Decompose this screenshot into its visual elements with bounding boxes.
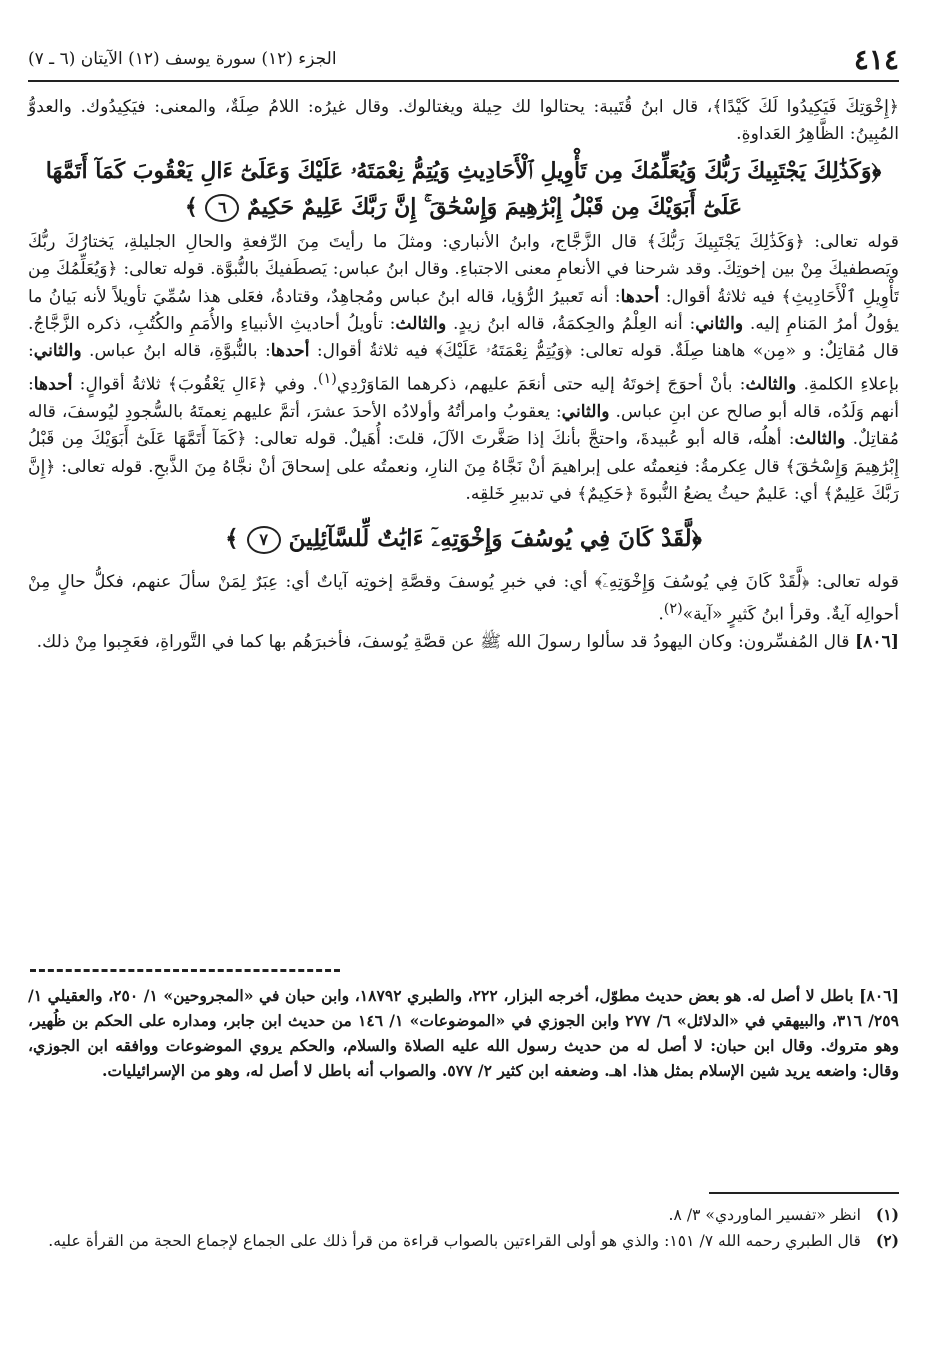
p2-label-9: والثالث <box>794 429 846 450</box>
main-text <box>28 94 899 657</box>
p2-text-f: : بإعلاءِ الكلمةِ. <box>28 341 899 395</box>
verse-6-line-2 <box>28 189 899 225</box>
p2-label-6: والثالث <box>745 374 797 395</box>
verse-number-7: ٧ <box>247 526 281 554</box>
running-title: الجزء (١٢) سورة يوسف (١٢) الآيتان (٦ ـ ٧) <box>28 49 337 69</box>
verse-6 <box>28 153 899 225</box>
footnote-separator <box>709 1192 899 1194</box>
footnotes <box>28 1202 899 1254</box>
hadith-number: [٨٠٦] <box>855 632 899 653</box>
page-header <box>28 42 899 82</box>
p2-label-3: والثالث <box>395 314 447 335</box>
footnote-text: قال الطبري رحمه الله ٧/ ١٥١: والذي هو أولى القراءتين بالصواب قراءة من قرأ ذلك على الجماع لإجماع الحجة من القرأة عليه. <box>48 1232 861 1250</box>
page-number: ٤١٤ <box>853 42 899 76</box>
p2-label-5: والثاني <box>33 341 82 362</box>
verse-number-6: ٦ <box>205 194 239 222</box>
footnote-ref-1[interactable]: (١) <box>317 370 337 387</box>
footnote-1 <box>28 1202 899 1228</box>
paragraph-3 <box>28 569 899 630</box>
p2-text-a: قوله تعالى: ﴿وَكَذَٰلِكَ يَجْتَبِيكَ رَبُّكَ﴾ قال الزَّجَّاج، وابنُ الأنباري: ومثلَ ما رأيتَ مِنَ الرِّفعةِ والحالِ الجليلةِ، يَختارُكَ ربُّكَ ويَصطفيكَ مِنْ بين إخوتِكَ. وقد شرحنا في الأنعامِ معنى الاجتباءِ. وقال ابنُ عباس: يَصطَفيكَ بالنُّبوَّة. قوله تعالى: ﴿وَيُعَلِّمُكَ مِن تَأْوِيلِ ٱلْأَحَادِيثِ﴾ فيه ثلاثةُ أقوال: <box>28 231 899 307</box>
p2-text-b: : أنه تَعبيرُ الرُّؤيا، قاله ابنُ عباس ومُجاهِدٌ، وقتادةُ، فعَلى هذا سُمِّيَ تأويلاً لأنه بَيانُ ما يؤولُ أمرُ المَنامِ إليه. <box>28 286 900 335</box>
verse-6-line-1: ﴿وَكَذَٰلِكَ يَجْتَبِيكَ رَبُّكَ وَيُعَلِّمُكَ مِن تَأْوِيلِ ٱلْأَحَادِيثِ وَيُتِمُّ نِعْمَتَهُۥ عَلَيْكَ وَعَلَىٰٓ ءَالِ يَعْقُوبَ كَمَآ أَتَمَّهَا <box>45 157 882 184</box>
p2-text-g: : بأنْ أحوَجَ إخوتَهُ إليه حتى أنعَمَ عليهم، ذكرهما المَاوَرْدِي <box>336 374 746 395</box>
verse-7 <box>28 519 899 559</box>
p2-text-c: : أنه العِلْمُ والحِكمَةُ، قاله ابنُ زيدٍ. <box>453 314 696 335</box>
p2-label-4: أحدها <box>270 341 310 362</box>
verse-7-text: ﴿لَّقَدْ كَانَ فِي يُوسُفَ وَإِخْوَتِهِۦٓ ءَايَٰتٌ لِّلسَّآئِلِينَ <box>288 524 702 552</box>
hadith-grading-note <box>28 983 899 1083</box>
p3-period: . <box>658 604 664 625</box>
p2-text-d: : تأويلُ أحاديثِ الأنبياءِ والأُمَمِ والكُتُبِ، ذكره الزَّجَّاجُ. قال مُقاتِلٌ: و «مِن» هاهنا صِلَةٌ. قوله تعالى: ﴿وَيُتِمُّ نِعْمَتَهُۥ عَلَيْكَ﴾ فيه ثلاثةُ أقوال: <box>28 314 900 362</box>
footnote-2 <box>28 1228 899 1254</box>
p2-label-8: والثاني <box>561 401 610 422</box>
paragraph-1: ﴿إِخْوَتِكَ فَيَكِيدُوا لَكَ كَيْدًا﴾، قال ابنُ قُتَيبة: يحتالوا لك حِيلة ويغتالوك. وقال غيرُه: اللامُ صِلَةٌ، والمعنى: فيَكِيدُوك. والعدوُّ المُبِينُ: الظَّاهِرُ العَداوةِ. <box>28 97 899 145</box>
verse-close-bracket: ﴾ <box>184 193 198 220</box>
p2-label-7: أحدها <box>33 374 73 395</box>
footnote-ref-2[interactable]: (٢) <box>663 601 683 618</box>
p2-text-h: . وفي ﴿ءَالِ يَعْقُوبَ﴾ ثلاثةُ أقوالٍ: <box>79 374 318 395</box>
p2-text-i: : أنهم وَلَدُه، قاله أبو صالح عن ابنِ عباس. <box>28 374 899 422</box>
p2-text-e: : بالنُّبوَّةِ، قاله ابنُ عباس. <box>88 341 271 362</box>
paragraph-4 <box>28 629 899 656</box>
p4-text: قال المُفسِّرون: وكان اليهودُ قد سألوا رسولَ الله ﷺ عن قصَّةِ يُوسفَ، فأخبرَهُم بها كما في التَّوراةِ، فعَجِبوا مِنْ ذلك. <box>36 632 856 653</box>
p3-text: قوله تعالى: ﴿لَّقَدْ كَانَ فِي يُوسُفَ وَإِخْوَتِهِۦٓ﴾ أي: في خبرِ يُوسفَ وقصَّةِ إخوتِه آياتٌ أي: عِبَرٌ لِمَنْ سألَ عنهم، فكلُّ حالٍ مِنْ أحوالِه آيةٌ. وقرأ ابنُ كَثيرٍ «آية» <box>28 571 899 625</box>
hadith-note-text: [٨٠٦] باطل لا أصل له. هو بعض حديث مطوّل، أخرجه البزار، ٢٢٢، والطبري ١٨٧٩٢، وابن حبان في «المجروحين» ١/ ٢٥٠، والعقيلي ١/ ٢٥٩/ ٣١٦، والبيهقي في «الدلائل» ٦/ ٢٧٧ وابن الجوزي في «الموضوعات» ١/ ١٤٦ من حديث ابن جابر، ومداره على الحكم بن ظُهير، وهو متروك. وقال ابن حبان: لا أصل له من حديث رسول الله عليه الصلاة والسلام، والحكم يروي الموضوعات ووافقه ابن الجوزي، وقال: واضعه يريد شين الإسلام بمثل هذا. اهـ. وضعفه ابن كثير ٢/ ٥٧٧. والصواب أنه باطل لا أصل له، وهو من الإسرائيليات. <box>28 986 900 1080</box>
footnote-text: انظر «تفسير الماوردي» ٣/ ٨. <box>668 1206 861 1224</box>
p2-text-j: : يعقوبُ وامرأتُهُ وأولادُه الأحدَ عشرَ، أتمَّ عليهم نِعمتَهُ بالسُّجودِ ليُوسفَ، قاله مُقاتِلٌ. <box>28 401 899 450</box>
p2-label-2: والثاني <box>695 314 744 335</box>
p2-label-1: أحدها <box>620 286 660 307</box>
p2-text-k: : أهلُه، قاله أبو عُبيدةَ، واحتجَّ بأنكَ إذا صَغَّرتَ الآلَ، قلتَ: أُهَيلٌ. قوله تعالى: ﴿كَمَآ أَتَمَّهَا عَلَىٰٓ أَبَوَيْكَ مِن قَبْلُ إِبْرَٰهِيمَ وَإِسْحَٰقَ﴾ قال عِكرمةُ: فنِعمتُه على إبراهيمَ أنْ نَجَّاهُ مِنَ النارِ، ونعمتُه على إسحاقَ أنْ نجَّاهُ مِنَ الذَّبحِ. قوله تعالى: ﴿إِنَّ رَبَّكَ عَلِيمٌ﴾ أي: عَليمٌ حيثُ يضعُ النُّبوةَ ﴿حَكِيمٌ﴾ في تدبيرِ خَلقِه. <box>28 429 899 505</box>
paragraph-2 <box>28 229 899 509</box>
footnote-number: (١) <box>875 1205 899 1224</box>
footnote-number: (٢) <box>875 1231 899 1250</box>
verse-close-bracket: ﴾ <box>225 524 239 552</box>
verse-6-line-2-text: عَلَىٰٓ أَبَوَيْكَ مِن قَبْلُ إِبْرَٰهِيمَ وَإِسْحَٰقَ ۚ إِنَّ رَبَّكَ عَلِيمٌ حَكِيمٌ <box>247 193 743 220</box>
dashed-separator <box>30 969 340 972</box>
